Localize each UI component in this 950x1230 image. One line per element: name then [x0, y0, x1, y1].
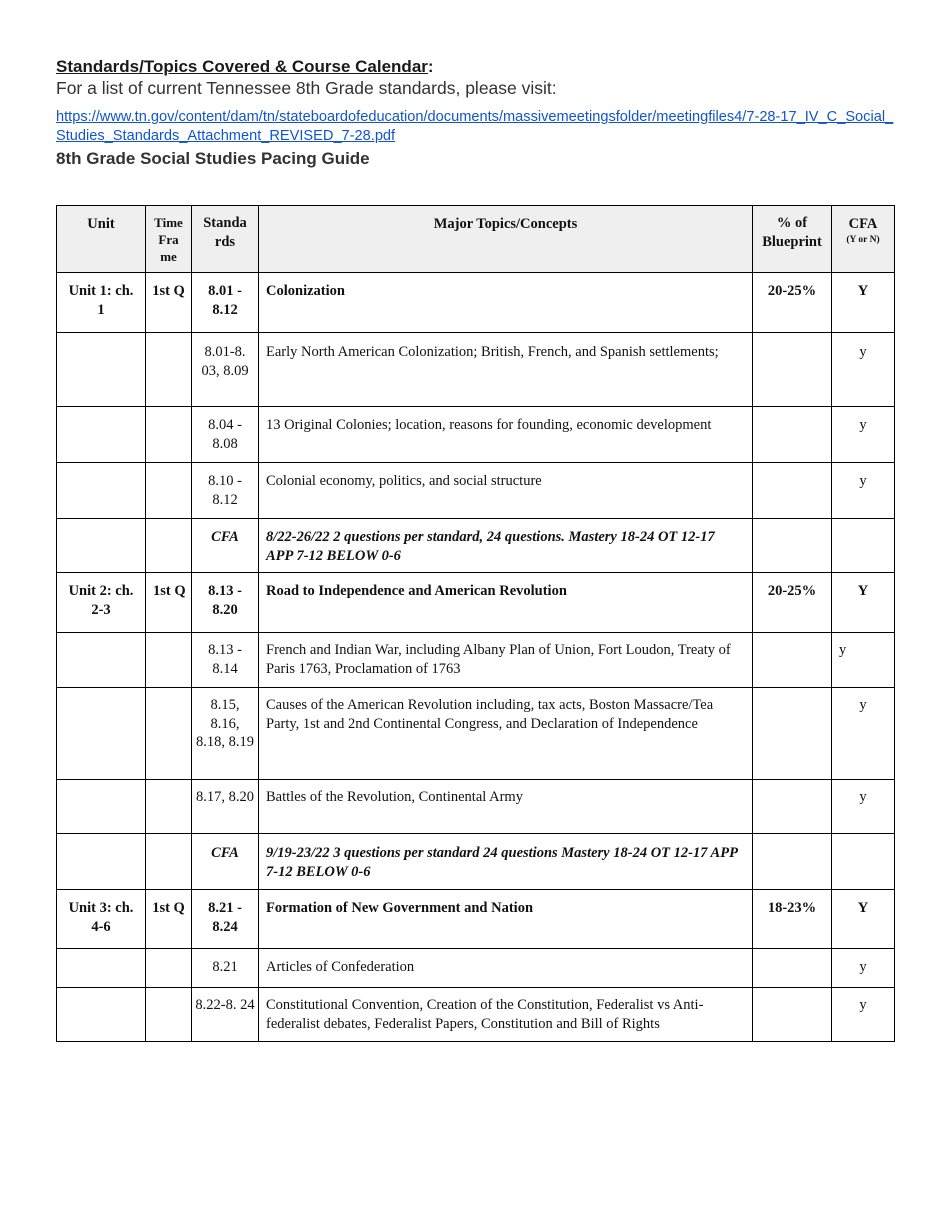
- cell-standards: 8.04 - 8.08: [192, 407, 259, 463]
- cell-topic: 9/19-23/22 3 questions per standard 24 questions Mastery 18-24 OT 12-17 APP 7-12 BELOW 0-6: [259, 834, 753, 890]
- cell-time: [146, 834, 192, 890]
- cell-topic: Battles of the Revolution, Continental Army: [259, 780, 753, 834]
- cell-topic: 8/22-26/22 2 questions per standard, 24 questions. Mastery 18-24 OT 12-17 APP 7-12 BELOW 0-6: [259, 519, 753, 573]
- cell-time: [146, 519, 192, 573]
- cell-cfa: Y: [832, 890, 895, 949]
- header-unit: Unit: [57, 206, 146, 273]
- cell-unit: [57, 780, 146, 834]
- cell-standards: 8.22-8. 24: [192, 988, 259, 1042]
- cell-time: [146, 688, 192, 780]
- cell-cfa: y: [832, 463, 895, 519]
- cell-time: [146, 633, 192, 688]
- cell-topic: Road to Independence and American Revolution: [259, 573, 753, 633]
- table-row: [57, 633, 895, 688]
- cell-unit: [57, 407, 146, 463]
- cell-cfa: y: [832, 688, 895, 780]
- cell-unit: Unit 2: ch. 2-3: [57, 573, 146, 633]
- table-row: [57, 573, 895, 633]
- cell-blueprint: [753, 834, 832, 890]
- cell-standards: 8.01 - 8.12: [192, 273, 259, 333]
- cell-topic: French and Indian War, including Albany Plan of Union, Fort Loudon, Treaty of Paris 1763, Proclamation of 1763: [259, 633, 753, 688]
- cell-cfa: Y: [832, 573, 895, 633]
- cell-unit: [57, 333, 146, 407]
- cell-standards: 8.13 - 8.20: [192, 573, 259, 633]
- cell-standards: 8.15, 8.16, 8.18, 8.19: [192, 688, 259, 780]
- cell-blueprint: [753, 633, 832, 688]
- document-header: [56, 56, 894, 170]
- cell-unit: [57, 519, 146, 573]
- header-cfa: CFA (Y or N): [832, 206, 895, 273]
- table-row: [57, 463, 895, 519]
- cell-cfa: Y: [832, 273, 895, 333]
- cell-cfa: y: [832, 780, 895, 834]
- header-time-frame: Time Fra me: [146, 206, 192, 273]
- cell-blueprint: [753, 688, 832, 780]
- cell-unit: [57, 688, 146, 780]
- cell-topic: Causes of the American Revolution including, tax acts, Boston Massacre/Tea Party, 1st and 2nd Continental Congress, and Declaration of Independence: [259, 688, 753, 780]
- cell-time: [146, 463, 192, 519]
- table-row: [57, 273, 895, 333]
- cell-time: 1st Q: [146, 273, 192, 333]
- cell-unit: Unit 3: ch. 4-6: [57, 890, 146, 949]
- header-topics: Major Topics/Concepts: [259, 206, 753, 273]
- cell-blueprint: [753, 333, 832, 407]
- table-row: [57, 780, 895, 834]
- cell-blueprint: [753, 780, 832, 834]
- header-blueprint: % of Blueprint: [753, 206, 832, 273]
- page-title: Standards/Topics Covered & Course Calendar:: [56, 57, 434, 76]
- cell-time: 1st Q: [146, 573, 192, 633]
- table-row: [57, 834, 895, 890]
- intro-text: For a list of current Tennessee 8th Grade standards, please visit:: [56, 78, 557, 98]
- table-row: [57, 949, 895, 988]
- table-row: [57, 333, 895, 407]
- table-row: [57, 519, 895, 573]
- cell-time: 1st Q: [146, 890, 192, 949]
- cell-standards: 8.13 - 8.14: [192, 633, 259, 688]
- cell-topic: Colonial economy, politics, and social structure: [259, 463, 753, 519]
- pacing-guide-table: [56, 205, 895, 1042]
- cell-topic: Articles of Confederation: [259, 949, 753, 988]
- cell-unit: Unit 1: ch. 1: [57, 273, 146, 333]
- cell-cfa: y: [832, 333, 895, 407]
- table-row: [57, 988, 895, 1042]
- table-row: [57, 407, 895, 463]
- cell-cfa: y: [832, 633, 895, 688]
- cell-topic: Formation of New Government and Nation: [259, 890, 753, 949]
- cell-unit: [57, 949, 146, 988]
- header-standards: Standa rds: [192, 206, 259, 273]
- cell-standards: 8.01-8. 03, 8.09: [192, 333, 259, 407]
- cell-topic: Early North American Colonization; British, French, and Spanish settlements;: [259, 333, 753, 407]
- cell-unit: [57, 633, 146, 688]
- cell-cfa: y: [832, 407, 895, 463]
- cell-topic: 13 Original Colonies; location, reasons for founding, economic development: [259, 407, 753, 463]
- cell-blueprint: 20-25%: [753, 273, 832, 333]
- cell-unit: [57, 834, 146, 890]
- cell-cfa: y: [832, 949, 895, 988]
- section-title: 8th Grade Social Studies Pacing Guide: [56, 149, 370, 168]
- cell-time: [146, 333, 192, 407]
- table-row: [57, 688, 895, 780]
- cell-standards: 8.21: [192, 949, 259, 988]
- cell-time: [146, 949, 192, 988]
- cell-time: [146, 780, 192, 834]
- cell-time: [146, 407, 192, 463]
- table-header-row: [57, 206, 895, 273]
- cell-blueprint: [753, 407, 832, 463]
- cell-cfa: [832, 834, 895, 890]
- standards-link[interactable]: https://www.tn.gov/content/dam/tn/stateboardofeducation/documents/massivemeetingsfolder/meetingfiles4/7-28-17_IV_C_Social_Studies_Standards_Attachment_REVISED_7-28.pdf: [56, 109, 894, 144]
- cell-unit: [57, 463, 146, 519]
- cell-blueprint: [753, 463, 832, 519]
- cell-standards: 8.10 - 8.12: [192, 463, 259, 519]
- cell-blueprint: [753, 988, 832, 1042]
- table-row: [57, 890, 895, 949]
- cell-blueprint: [753, 519, 832, 573]
- cell-cfa: [832, 519, 895, 573]
- cell-blueprint: [753, 949, 832, 988]
- cell-topic: Constitutional Convention, Creation of the Constitution, Federalist vs Anti-federalist debates, Federalist Papers, Constitution and Bill of Rights: [259, 988, 753, 1042]
- cell-standards: CFA: [192, 519, 259, 573]
- cell-blueprint: 18-23%: [753, 890, 832, 949]
- cell-blueprint: 20-25%: [753, 573, 832, 633]
- cell-topic: Colonization: [259, 273, 753, 333]
- cell-standards: 8.17, 8.20: [192, 780, 259, 834]
- cell-time: [146, 988, 192, 1042]
- cell-unit: [57, 988, 146, 1042]
- cell-cfa: y: [832, 988, 895, 1042]
- cell-standards: 8.21 - 8.24: [192, 890, 259, 949]
- cell-standards: CFA: [192, 834, 259, 890]
